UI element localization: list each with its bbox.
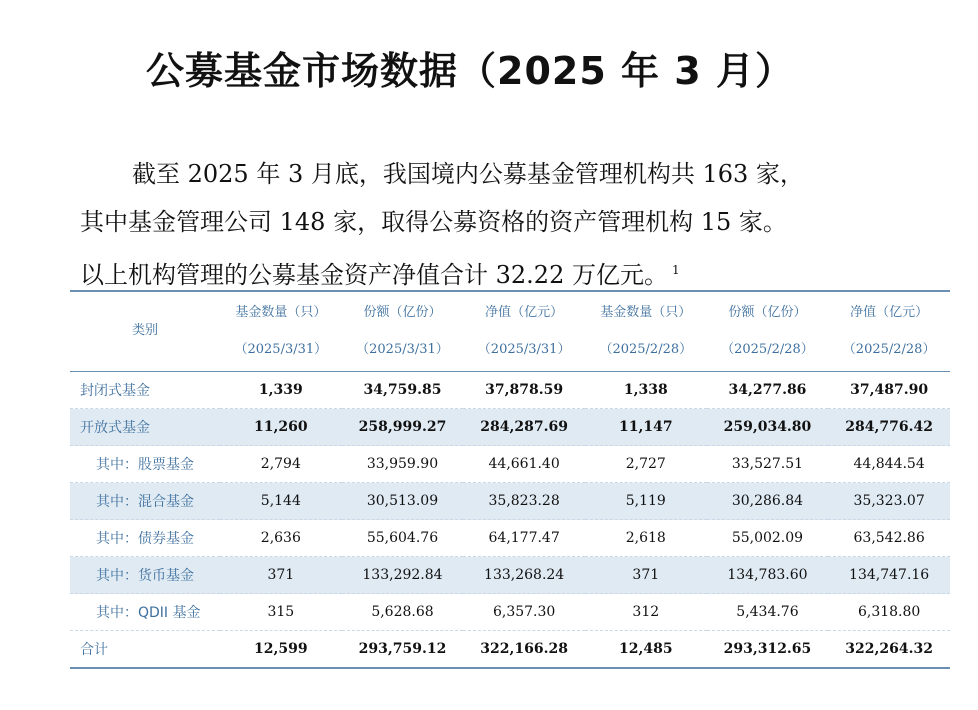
table-cell: 63,542.86 — [828, 520, 950, 557]
table-row — [70, 409, 950, 446]
col-date-shares-feb: （2025/2/28） — [721, 341, 814, 357]
intro-paragraph — [80, 150, 900, 299]
table-cell: 293,312.65 — [723, 641, 812, 657]
table-row — [70, 483, 950, 520]
table-cell: 5,144 — [220, 483, 342, 520]
col-date-nav-feb: （2025/2/28） — [842, 341, 936, 357]
footnote-marker: 1 — [671, 263, 680, 277]
table-cell: 34,759.85 — [342, 372, 464, 409]
table-cell: 5,119 — [585, 483, 707, 520]
col-header-count-mar: 基金数量（只） — [235, 305, 327, 320]
table-cell: 33,959.90 — [342, 446, 464, 483]
table-cell: 5,434.76 — [707, 594, 829, 631]
row-label: 其中：货币基金 — [70, 557, 220, 594]
table-cell: 258,999.27 — [342, 409, 464, 446]
table-cell: 134,747.16 — [828, 557, 950, 594]
table-cell: 35,323.07 — [828, 483, 950, 520]
table-row — [70, 520, 950, 557]
table-row — [70, 594, 950, 631]
table-cell: 30,513.09 — [342, 483, 464, 520]
table-row — [70, 372, 950, 409]
intro-line-1: 截至 2025 年 3 月底，我国境内公募基金管理机构共 163 家， — [132, 160, 804, 188]
col-header-shares-feb: 份额（亿份） — [728, 305, 807, 320]
table-cell: 2,727 — [585, 446, 707, 483]
col-date-nav-mar: （2025/3/31） — [477, 341, 571, 357]
table-cell: 371 — [220, 557, 342, 594]
table-cell: 30,286.84 — [707, 483, 829, 520]
table-cell: 12,485 — [619, 641, 673, 657]
col-date-shares-mar: （2025/3/31） — [356, 341, 449, 357]
row-label: 合计 — [80, 642, 108, 658]
table-cell: 284,287.69 — [463, 409, 585, 446]
table-cell: 11,260 — [220, 409, 342, 446]
col-header-count-feb: 基金数量（只） — [600, 305, 692, 320]
table-row — [70, 631, 950, 669]
col-header-shares-mar: 份额（亿份） — [363, 305, 442, 320]
table-cell: 6,318.80 — [828, 594, 950, 631]
table-cell: 2,618 — [585, 520, 707, 557]
table-cell: 133,292.84 — [342, 557, 464, 594]
category-header: 类别 — [131, 323, 158, 338]
table-cell: 2,794 — [220, 446, 342, 483]
table-cell: 55,002.09 — [707, 520, 829, 557]
table-cell: 315 — [220, 594, 342, 631]
table-cell: 12,599 — [254, 641, 308, 657]
col-header-nav-mar: 净值（亿元） — [485, 305, 564, 320]
table-cell: 322,166.28 — [480, 641, 568, 657]
table-header-row — [70, 291, 950, 329]
table-cell: 134,783.60 — [707, 557, 829, 594]
col-header-nav-feb: 净值（亿元） — [850, 305, 929, 320]
table-cell: 44,844.54 — [828, 446, 950, 483]
table-cell: 284,776.42 — [828, 409, 950, 446]
row-label: 其中：QDII 基金 — [70, 594, 220, 631]
table-cell: 293,759.12 — [358, 641, 447, 657]
row-label: 其中：债券基金 — [70, 520, 220, 557]
table-cell: 37,487.90 — [828, 372, 950, 409]
row-label: 其中：混合基金 — [70, 483, 220, 520]
intro-line-3-text: 以上机构管理的公募基金资产净值合计 32.22 万亿元。 — [80, 261, 668, 289]
table-cell: 6,357.30 — [463, 594, 585, 631]
col-date-count-mar: （2025/3/31） — [234, 341, 328, 357]
row-label: 封闭式基金 — [70, 372, 220, 409]
table-cell: 259,034.80 — [707, 409, 829, 446]
table-cell: 133,268.24 — [463, 557, 585, 594]
intro-line-2: 其中基金管理公司 148 家，取得公募资格的资产管理机构 15 家。 — [80, 208, 787, 236]
page-title: 公募基金市场数据（2025 年 3 月） — [146, 49, 794, 93]
table-cell: 1,339 — [220, 372, 342, 409]
col-date-count-feb: （2025/2/28） — [599, 341, 693, 357]
row-label: 开放式基金 — [70, 409, 220, 446]
table-cell: 37,878.59 — [463, 372, 585, 409]
fund-data-table — [70, 290, 950, 669]
table-row — [70, 446, 950, 483]
table-cell: 2,636 — [220, 520, 342, 557]
table-cell: 55,604.76 — [342, 520, 464, 557]
table-cell: 1,338 — [585, 372, 707, 409]
table-cell: 11,147 — [585, 409, 707, 446]
table-cell: 34,277.86 — [707, 372, 829, 409]
table-cell: 322,264.32 — [845, 641, 933, 657]
table-row — [70, 557, 950, 594]
table-cell: 35,823.28 — [463, 483, 585, 520]
row-label: 其中：股票基金 — [70, 446, 220, 483]
table-cell: 5,628.68 — [342, 594, 464, 631]
table-cell: 371 — [585, 557, 707, 594]
table-cell: 33,527.51 — [707, 446, 829, 483]
table-cell: 44,661.40 — [463, 446, 585, 483]
table-cell: 312 — [585, 594, 707, 631]
table-cell: 64,177.47 — [463, 520, 585, 557]
